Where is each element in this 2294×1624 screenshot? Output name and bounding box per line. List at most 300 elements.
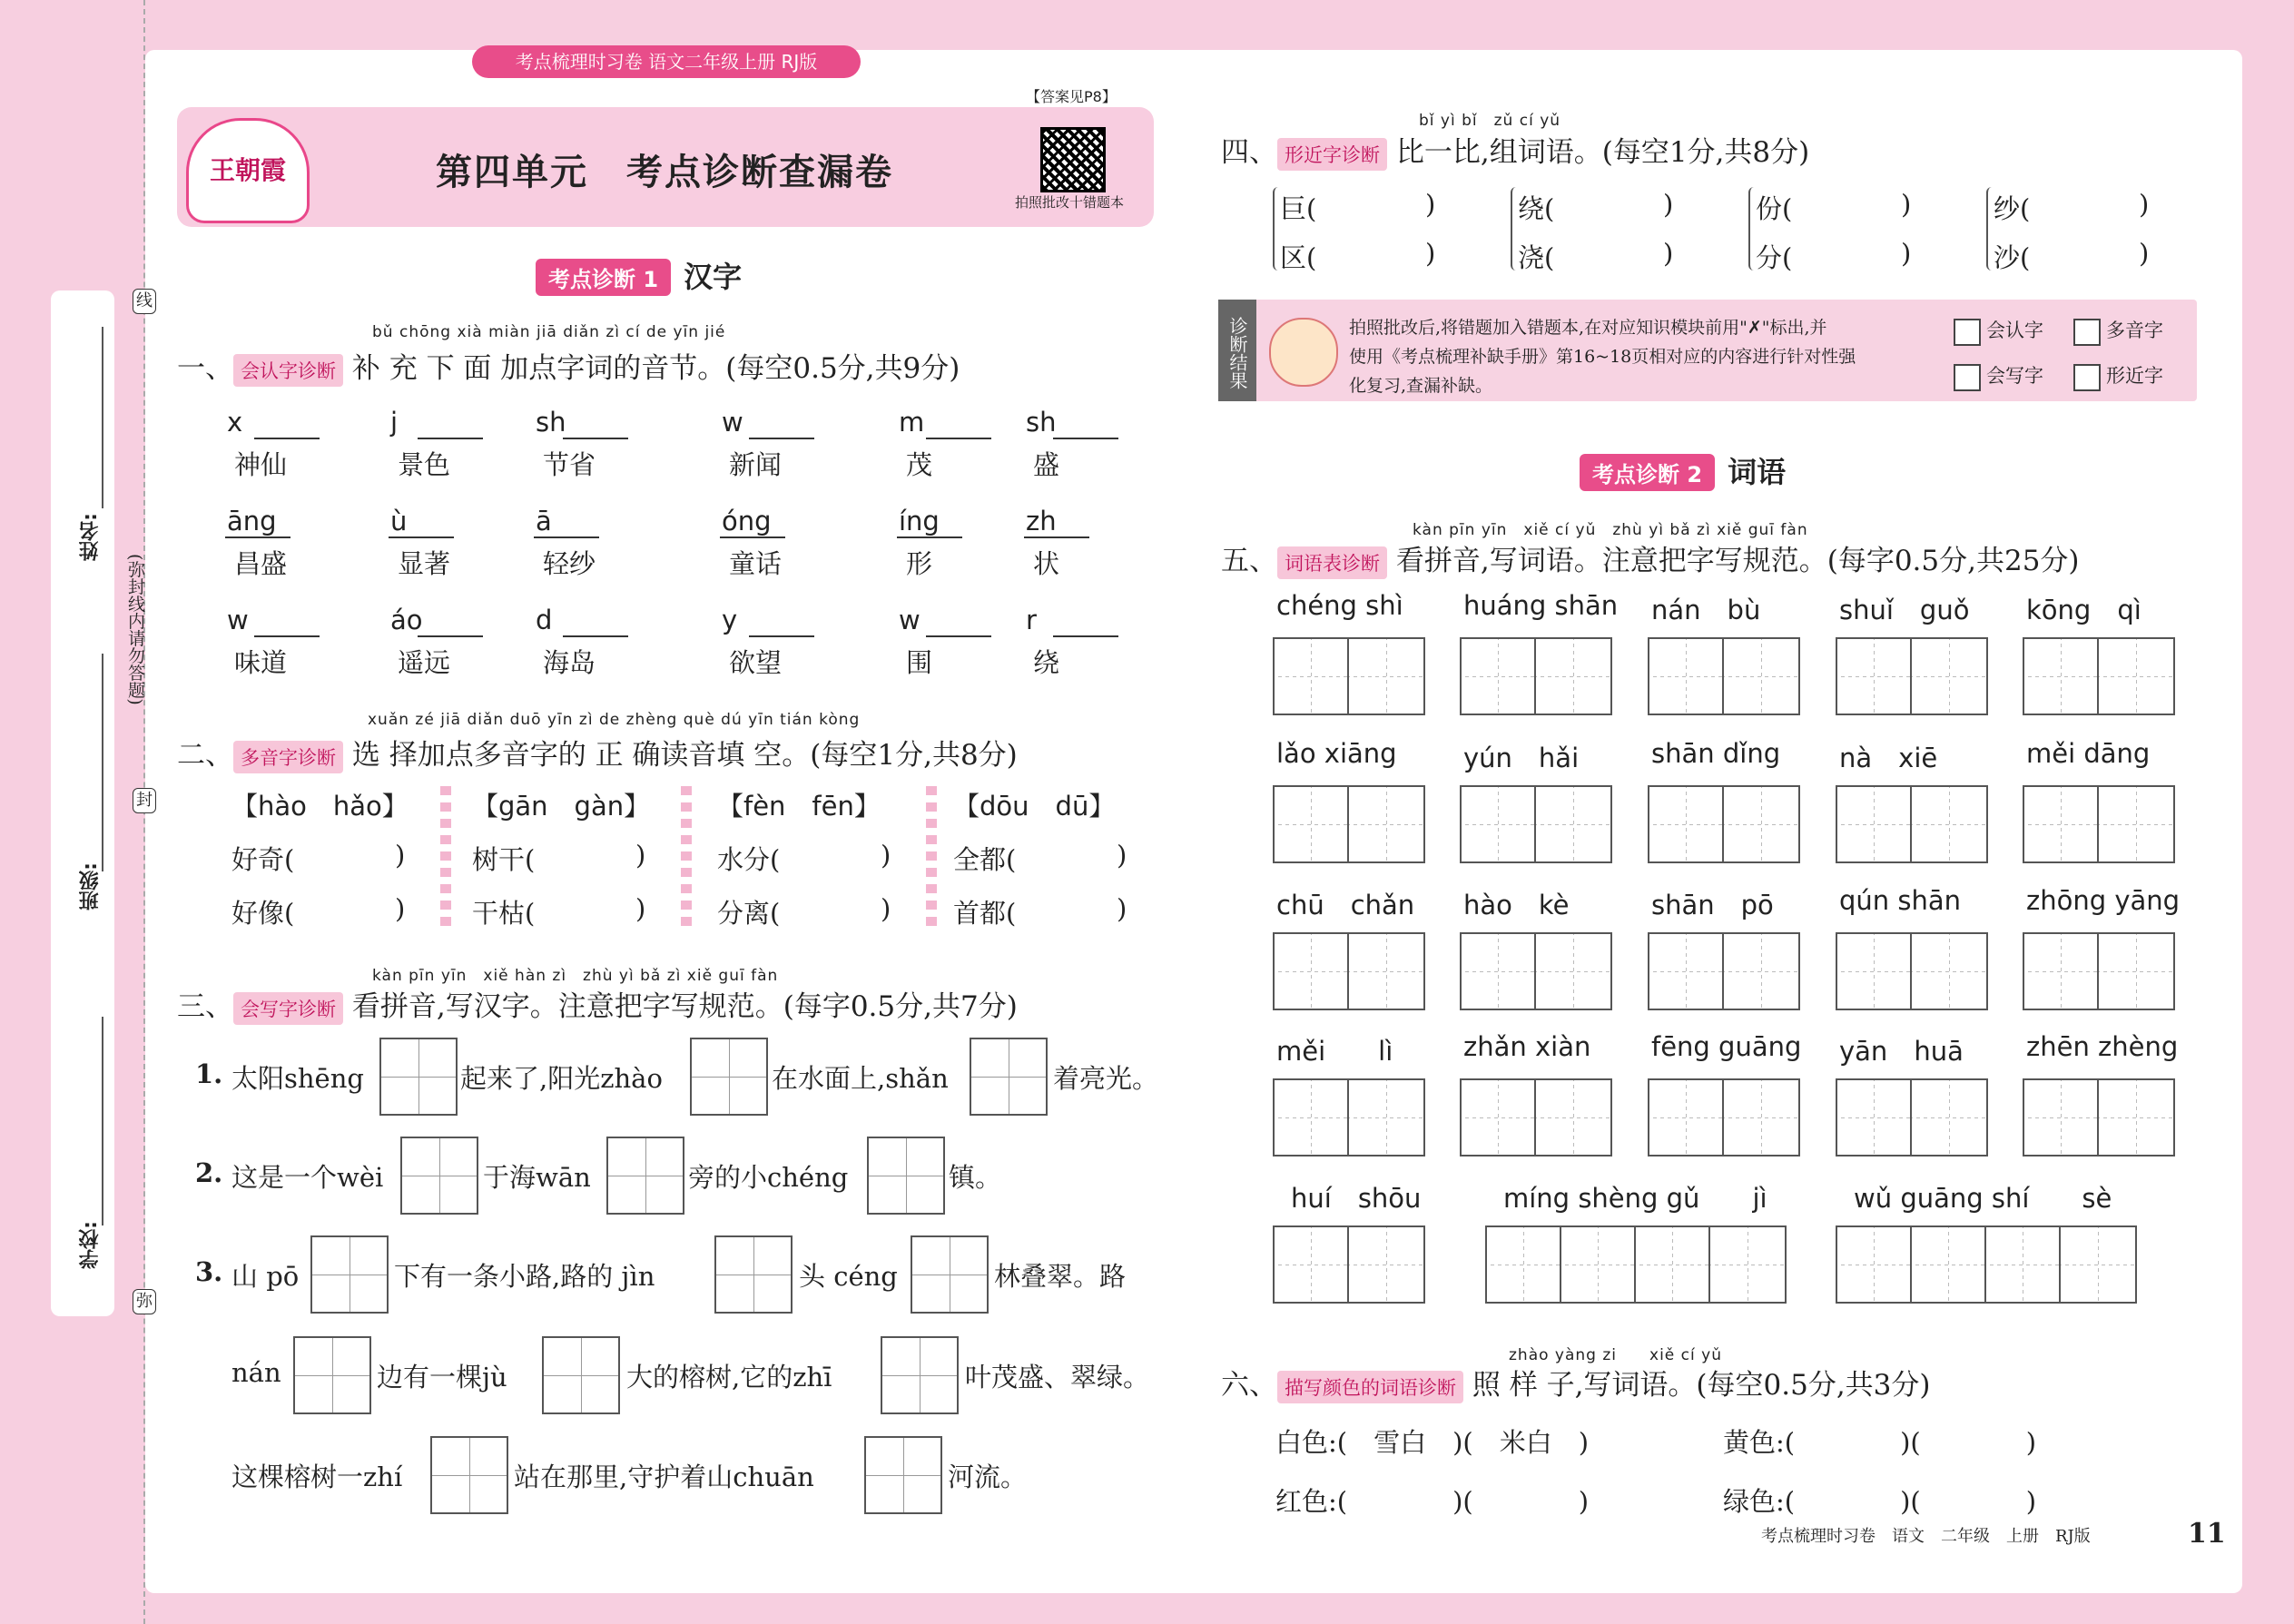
page-title: 第四单元 考点诊断查漏卷 (436, 152, 893, 193)
q2-number: 二、 (177, 739, 233, 772)
word-pinyin: yún hǎi (1463, 743, 1580, 773)
similar-char: 分( (1756, 242, 1793, 273)
tianzi-cell[interactable] (1837, 1080, 1912, 1155)
q6-heading (1221, 1362, 1931, 1403)
tianzi-box[interactable] (1460, 785, 1612, 863)
word-pinyin: zhǎn xiàn (1463, 1031, 1591, 1062)
tianzi-cell[interactable] (1649, 639, 1724, 714)
tianzi-box[interactable] (1836, 1225, 2137, 1304)
q5-heading (1221, 537, 2080, 579)
tianzi-box[interactable] (2023, 637, 2175, 715)
tianzi-box[interactable] (1836, 637, 1988, 715)
pinyin-prompt: sh (536, 407, 566, 438)
close-paren: ) (2139, 189, 2150, 220)
answer-blank[interactable] (254, 635, 320, 637)
pinyin-prompt: w (227, 605, 249, 635)
q3-s3-num: 3. (195, 1256, 223, 1287)
q3-s4-a: nán (231, 1357, 281, 1388)
pinyin-prompt: ā (536, 506, 552, 536)
tianzi-cell[interactable] (1837, 934, 1912, 1009)
q4-tag: 形近字诊断 (1277, 138, 1387, 171)
q2-tag: 多音字诊断 (233, 741, 343, 773)
tianzi-cell[interactable] (1649, 1080, 1724, 1155)
word-1-5: 茂 (906, 449, 933, 480)
tianzi-cell[interactable] (1912, 1080, 1986, 1155)
answer-blank[interactable] (926, 438, 991, 439)
q6-score: (每空0.5分,共3分) (1696, 1369, 1931, 1402)
pinyin-prompt: ù (390, 506, 408, 536)
tianzi-box[interactable] (2023, 932, 2175, 1010)
close-paren: ) (1663, 189, 1674, 220)
tianzi-box[interactable] (1648, 1078, 1800, 1156)
word-1-1: 神仙 (234, 449, 288, 480)
similar-char: 浇( (1518, 242, 1555, 273)
q3-s1-a: 太阳shēng (231, 1063, 364, 1094)
polyphone-word: 好像( (231, 898, 295, 929)
student-face-icon (1269, 318, 1338, 387)
seal-tag-secret: 弥 (133, 1289, 156, 1314)
close-paren: ) (1663, 238, 1674, 269)
tianzi-cell[interactable] (1349, 639, 1423, 714)
word-pinyin: kōng qì (2026, 595, 2141, 625)
checkbox[interactable] (1954, 319, 1981, 346)
qr-code-icon[interactable] (1040, 127, 1106, 192)
q3-s1-d: 着亮光。 (1053, 1063, 1159, 1094)
footer-text: 考点梳理时习卷 语文 二年级 上册 RJ版 (1761, 1527, 2091, 1546)
q5-score: (每字0.5分,共25分) (1826, 545, 2080, 577)
q6-number: 六、 (1221, 1369, 1277, 1402)
tianzi-cell[interactable] (2024, 639, 2099, 714)
word-2-3: 轻纱 (543, 548, 596, 579)
char-box[interactable] (379, 1038, 458, 1116)
q3-heading (177, 983, 1018, 1025)
q3-score: (每字0.5分,共7分) (783, 990, 1018, 1023)
pinyin-prompt: w (722, 407, 743, 438)
section-header-2 (1580, 449, 1786, 491)
checkbox[interactable] (1954, 364, 1981, 391)
tianzi-cell[interactable] (1487, 1227, 1561, 1302)
close-paren: ) (2139, 238, 2150, 269)
word-2-2: 显著 (398, 548, 451, 579)
section-title-1: 汉字 (684, 260, 743, 294)
word-pinyin: zhēn zhèng (2026, 1031, 2179, 1062)
word-pinyin: chū chǎn (1276, 890, 1415, 920)
word-pinyin: lǎo xiāng (1276, 738, 1397, 769)
q2-score: (每空1分,共8分) (810, 739, 1018, 772)
q3-s3-c: 头 céng (799, 1261, 898, 1292)
tianzi-box[interactable] (1460, 637, 1612, 715)
char-box[interactable] (690, 1038, 768, 1116)
q4-pinyin: bǐ yì bǐ zǔ cí yǔ (1419, 112, 1561, 130)
q5-text: 看拼音,写词语。注意把字写规范。 (1395, 545, 1827, 577)
tianzi-cell[interactable] (1912, 934, 1986, 1009)
polyphone-word: 首都( (953, 898, 1017, 929)
q2-pinyin: xuǎn zé jiā diǎn duō yīn zì de zhèng què dú yīn tián kòng (368, 711, 861, 729)
pinyin-prompt: áo (390, 605, 423, 635)
tianzi-cell[interactable] (1724, 787, 1798, 861)
word-pinyin: měi dāng (2026, 738, 2151, 769)
word-pinyin: qún shān (1839, 885, 1962, 916)
q3-s1-num: 1. (195, 1058, 223, 1089)
polyphone-options: 【hào hǎo】 (231, 791, 409, 822)
char-box[interactable] (542, 1336, 620, 1414)
answer-blank[interactable] (563, 635, 628, 637)
answer-blank[interactable] (418, 635, 483, 637)
word-pinyin: chéng shì (1276, 590, 1403, 621)
q4-number: 四、 (1221, 136, 1277, 169)
tianzi-cell[interactable] (1462, 1080, 1536, 1155)
tianzi-cell[interactable] (1536, 1080, 1610, 1155)
answer-blank[interactable] (926, 635, 991, 637)
char-box[interactable] (310, 1235, 389, 1314)
pinyin-prompt: y (722, 605, 738, 635)
answer-blank[interactable] (225, 536, 290, 538)
pinyin-prompt: d (536, 605, 553, 635)
tianzi-cell[interactable] (1275, 639, 1349, 714)
seal-notice: (弥封线内请勿答题) (125, 554, 145, 705)
tianzi-cell[interactable] (1724, 1080, 1798, 1155)
tianzi-cell[interactable] (1275, 1227, 1349, 1302)
word-2-5: 形 (906, 548, 933, 579)
tianzi-cell[interactable] (1462, 934, 1536, 1009)
tianzi-box[interactable] (1460, 932, 1612, 1010)
q3-s3-d: 林叠翠。路 (994, 1261, 1127, 1292)
brace-icon (1748, 187, 1756, 271)
tianzi-box[interactable] (1460, 1078, 1612, 1156)
word-pinyin: huáng shān (1463, 590, 1619, 621)
section-pill-2: 考点诊断 2 (1580, 454, 1715, 491)
q3-s2-b: 于海wān (483, 1162, 591, 1193)
instr-line-3: 化复习,查漏补缺。 (1349, 376, 1493, 396)
pinyin-prompt: x (227, 407, 243, 438)
tianzi-cell[interactable] (2099, 1080, 2173, 1155)
tianzi-box[interactable] (1836, 932, 1988, 1010)
char-box[interactable] (293, 1336, 371, 1414)
close-paren: ) (1901, 189, 1912, 220)
similar-char: 纱( (1994, 193, 2031, 224)
tianzi-box[interactable] (1648, 637, 1800, 715)
word-pinyin: hào kè (1463, 890, 1570, 920)
q6-text: 照 样 子,写词语。 (1472, 1369, 1697, 1402)
tianzi-cell[interactable] (1636, 1227, 1710, 1302)
close-paren: ) (635, 893, 646, 924)
brace-icon (1511, 187, 1518, 271)
pinyin-prompt: r (1026, 605, 1037, 635)
tianzi-cell[interactable] (1724, 934, 1798, 1009)
close-paren: ) (1117, 893, 1127, 924)
tianzi-box[interactable] (1648, 785, 1800, 863)
q1-number: 一、 (177, 352, 233, 385)
polyphone-word: 分离( (717, 898, 781, 929)
brace-icon (1986, 187, 1994, 271)
pinyin-prompt: sh (1026, 407, 1057, 438)
tianzi-cell[interactable] (1649, 787, 1724, 861)
seal-tag-seal: 封 (133, 788, 156, 813)
tianzi-cell[interactable] (1349, 1080, 1423, 1155)
char-box[interactable] (867, 1137, 945, 1215)
check-item-4[interactable]: 形近字 (2073, 361, 2163, 391)
pinyin-prompt: m (899, 407, 925, 438)
word-3-6: 绕 (1033, 647, 1060, 678)
word-3-2: 遥远 (398, 647, 451, 678)
char-box[interactable] (911, 1235, 989, 1314)
close-paren: ) (881, 893, 891, 924)
diagnosis-instructions (1349, 313, 1856, 400)
char-box[interactable] (970, 1038, 1048, 1116)
pinyin-prompt: w (899, 605, 921, 635)
close-paren: ) (1425, 238, 1436, 269)
tianzi-box[interactable] (1485, 1225, 1787, 1304)
polyphone-options: 【dōu dū】 (953, 791, 1116, 822)
q3-s3-a: 山 pō (231, 1261, 300, 1292)
tianzi-cell[interactable] (1837, 1227, 1912, 1302)
tianzi-cell[interactable] (1349, 934, 1423, 1009)
school-line[interactable] (102, 1017, 103, 1225)
tianzi-box[interactable] (2023, 1078, 2175, 1156)
answer-blank[interactable] (254, 438, 320, 439)
similar-char: 沙( (1994, 242, 2031, 273)
tianzi-box[interactable] (2023, 785, 2175, 863)
tianzi-cell[interactable] (1462, 639, 1536, 714)
answer-blank[interactable] (534, 536, 599, 538)
q4-heading (1221, 129, 1809, 171)
answer-blank[interactable] (720, 536, 785, 538)
q3-tag: 会写字诊断 (233, 992, 343, 1025)
tianzi-cell[interactable] (1912, 1227, 1986, 1302)
checkbox[interactable] (2073, 364, 2101, 391)
q5-tag: 词语表诊断 (1277, 546, 1387, 579)
char-box[interactable] (400, 1137, 478, 1215)
word-1-3: 节省 (543, 449, 596, 480)
instr-line-1: 拍照批改后,将错题加入错题本,在对应知识模块前用"✗"标出,并 (1349, 318, 1827, 338)
polyphone-word: 干枯( (472, 898, 536, 929)
answer-blank[interactable] (1053, 635, 1118, 637)
tianzi-box[interactable] (1273, 637, 1425, 715)
tianzi-cell[interactable] (1536, 639, 1610, 714)
q5-pinyin: kàn pīn yīn xiě cí yǔ zhù yì bǎ zì xiě guī fàn (1413, 521, 1808, 539)
seal-tag-line: 线 (133, 289, 156, 314)
q2-heading (177, 732, 1018, 773)
tianzi-box[interactable] (1836, 785, 1988, 863)
q3-s1-c: 在水面上,shǎn (772, 1063, 949, 1094)
instr-line-2: 使用《考点梳理补缺手册》第16~18页相对应的内容进行针对性强 (1349, 347, 1856, 367)
q3-s5-b: 站在那里,守护着山chuān (514, 1462, 814, 1492)
close-paren: ) (395, 893, 406, 924)
check-item-1[interactable]: 会认字 (1954, 316, 2043, 346)
tianzi-cell[interactable] (1912, 639, 1986, 714)
q3-s2-c: 旁的小chéng (688, 1162, 849, 1193)
q3-s1-b: 起来了,阳光zhào (460, 1063, 663, 1094)
word-3-3: 海岛 (543, 647, 596, 678)
close-paren: ) (635, 840, 646, 871)
q1-tag: 会认字诊断 (233, 354, 343, 387)
polyphone-word: 好奇( (231, 844, 295, 875)
word-pinyin: měi lì (1276, 1036, 1393, 1067)
pinyin-prompt: āng (227, 506, 277, 536)
q4-score: (每空1分,共8分) (1601, 136, 1810, 169)
word-2-4: 童话 (729, 548, 783, 579)
dotted-separator (440, 786, 451, 931)
polyphone-word: 树干( (472, 844, 536, 875)
word-pinyin: fēng guāng (1651, 1031, 1802, 1062)
tianzi-cell[interactable] (2099, 639, 2173, 714)
word-pinyin: míng shèng gǔ jì (1503, 1183, 1767, 1214)
word-3-1: 味道 (234, 647, 288, 678)
similar-char: 绕( (1518, 193, 1555, 224)
word-3-5: 围 (906, 647, 933, 678)
tianzi-box[interactable] (1273, 785, 1425, 863)
close-paren: ) (395, 840, 406, 871)
section-title-2: 词语 (1728, 455, 1787, 489)
tianzi-cell[interactable] (1536, 934, 1610, 1009)
tianzi-box[interactable] (1273, 932, 1425, 1010)
q3-s2-num: 2. (195, 1157, 223, 1188)
tianzi-cell[interactable] (2024, 787, 2099, 861)
tianzi-cell[interactable] (1275, 1080, 1349, 1155)
student-info-panel (51, 290, 114, 1316)
char-box[interactable] (606, 1137, 684, 1215)
tianzi-cell[interactable] (1561, 1227, 1636, 1302)
answer-blank[interactable] (749, 635, 814, 637)
q3-s5-c: 河流。 (948, 1462, 1028, 1492)
pinyin-prompt: íng (899, 506, 940, 536)
similar-char: 巨( (1280, 193, 1317, 224)
close-paren: ) (1425, 189, 1436, 220)
check-item-3[interactable]: 会写字 (1954, 361, 2043, 391)
answer-blank[interactable] (1053, 438, 1118, 439)
word-3-4: 欲望 (729, 647, 783, 678)
class-line[interactable] (102, 654, 103, 871)
page-number: 11 (2188, 1518, 2226, 1550)
answer-blank[interactable] (1024, 536, 1089, 538)
tianzi-cell[interactable] (2024, 1080, 2099, 1155)
q3-s4-c: 大的榕树,它的zhī (626, 1362, 832, 1393)
word-pinyin: shuǐ guǒ (1839, 595, 1970, 625)
tianzi-cell[interactable] (1275, 787, 1349, 861)
q6-row1-left[interactable]: 白色:( 雪白 )( 米白 ) (1275, 1427, 1590, 1458)
word-pinyin: nà xiē (1839, 743, 1938, 773)
word-pinyin: shān pō (1651, 890, 1774, 920)
dotted-separator (926, 786, 937, 931)
diagnosis-result-label: 诊断结果 (1218, 300, 1256, 401)
answer-ref: 【答案见P8】 (1026, 88, 1117, 105)
tianzi-cell[interactable] (1536, 787, 1610, 861)
tianzi-cell[interactable] (2099, 934, 2173, 1009)
word-1-4: 新闻 (729, 449, 783, 480)
char-box[interactable] (714, 1235, 793, 1314)
q1-text: 补 充 下 面 加点字词的音节。 (351, 352, 726, 385)
q6-tag: 描写颜色的词语诊断 (1277, 1371, 1463, 1403)
tianzi-box[interactable] (1648, 932, 1800, 1010)
q5-number: 五、 (1221, 545, 1277, 577)
answer-blank[interactable] (897, 536, 962, 538)
similar-char: 份( (1756, 193, 1793, 224)
q1-score: (每空0.5分,共9分) (725, 352, 960, 385)
tianzi-cell[interactable] (2061, 1227, 2135, 1302)
word-pinyin: wǔ guāng shí sè (1854, 1183, 2112, 1214)
word-pinyin: zhōng yāng (2026, 885, 2181, 916)
section-header-1 (536, 254, 742, 296)
word-2-1: 昌盛 (234, 548, 288, 579)
q6-row1-right[interactable]: 黄色:( )( ) (1723, 1427, 2037, 1458)
check-item-2[interactable]: 多音字 (2073, 316, 2163, 346)
polyphone-word: 水分( (717, 844, 781, 875)
tianzi-cell[interactable] (1912, 787, 1986, 861)
word-2-6: 状 (1033, 548, 1060, 579)
section-pill-1: 考点诊断 1 (536, 259, 671, 296)
tianzi-cell[interactable] (1837, 639, 1912, 714)
close-paren: ) (881, 840, 891, 871)
name-line[interactable] (102, 327, 103, 508)
q2-text: 选 择加点多音字的 正 确读音填 空。 (351, 739, 811, 772)
similar-char: 区( (1280, 242, 1317, 273)
q1-heading (177, 345, 960, 387)
tianzi-cell[interactable] (1837, 787, 1912, 861)
tianzi-cell[interactable] (1349, 1227, 1423, 1302)
tianzi-cell[interactable] (1462, 787, 1536, 861)
word-pinyin: nán bù (1651, 595, 1761, 625)
q3-number: 三、 (177, 990, 233, 1023)
close-paren: ) (1117, 840, 1127, 871)
tianzi-box[interactable] (1273, 1225, 1425, 1304)
tianzi-cell[interactable] (1275, 934, 1349, 1009)
word-1-6: 盛 (1033, 449, 1060, 480)
tianzi-cell[interactable] (1349, 787, 1423, 861)
word-pinyin: shān dǐng (1651, 738, 1781, 769)
q3-pinyin: kàn pīn yīn xiě hàn zì zhù yì bǎ zì xiě guī fàn (372, 967, 779, 985)
q3-s4-d: 叶茂盛、翠绿。 (965, 1362, 1150, 1393)
answer-blank[interactable] (389, 536, 454, 538)
answer-blank[interactable] (749, 438, 814, 439)
close-paren: ) (1901, 238, 1912, 269)
q1-pinyin: bǔ chōng xià miàn jiā diǎn zì cí de yīn jié (372, 323, 726, 341)
q4-text: 比一比,组词语。 (1395, 136, 1602, 169)
tianzi-cell[interactable] (1710, 1227, 1785, 1302)
tianzi-cell[interactable] (2024, 934, 2099, 1009)
tianzi-cell[interactable] (1724, 639, 1798, 714)
q3-s2-d: 镇。 (949, 1162, 1002, 1193)
polyphone-options: 【fèn fēn】 (717, 791, 881, 822)
tianzi-box[interactable] (1273, 1078, 1425, 1156)
tianzi-cell[interactable] (2099, 787, 2173, 861)
q6-row2-right[interactable]: 绿色:( )( ) (1723, 1486, 2037, 1517)
tianzi-cell[interactable] (1986, 1227, 2061, 1302)
brace-icon (1273, 187, 1280, 271)
q3-s2-a: 这是一个wèi (231, 1162, 384, 1193)
tianzi-cell[interactable] (1649, 934, 1724, 1009)
word-pinyin: huí shōu (1291, 1183, 1422, 1214)
q3-s4-b: 边有一棵jù (377, 1362, 507, 1393)
answer-blank[interactable] (563, 438, 628, 439)
class-label: 班级: (79, 862, 102, 910)
tianzi-box[interactable] (1836, 1078, 1988, 1156)
qr-caption: 拍照批改十错题本 (1015, 194, 1125, 211)
char-box[interactable] (864, 1436, 942, 1514)
polyphone-word: 全都( (953, 844, 1017, 875)
pinyin-prompt: óng (722, 506, 772, 536)
brand-logo: 王朝霞 (186, 118, 310, 223)
char-box[interactable] (881, 1336, 959, 1414)
q3-text: 看拼音,写汉字。注意把字写规范。 (351, 990, 783, 1023)
answer-blank[interactable] (418, 438, 483, 439)
q6-row2-left[interactable]: 红色:( )( ) (1275, 1486, 1590, 1517)
q6-pinyin: zhào yàng zi xiě cí yǔ (1509, 1346, 1722, 1364)
pinyin-prompt: zh (1026, 506, 1057, 536)
word-1-2: 景色 (398, 449, 451, 480)
char-box[interactable] (430, 1436, 508, 1514)
school-label: 学校: (79, 1221, 102, 1269)
checkbox[interactable] (2073, 319, 2101, 346)
